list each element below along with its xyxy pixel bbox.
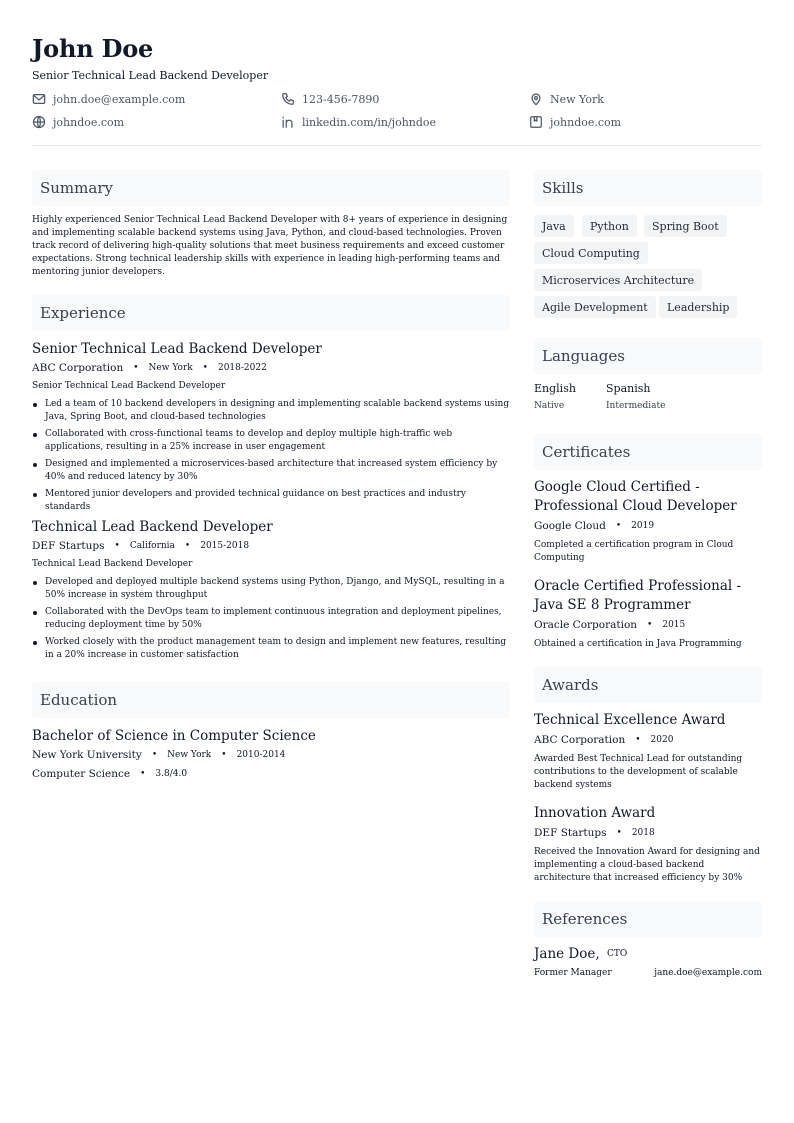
phone-text: 123-456-7890 <box>302 92 380 106</box>
education-school: New York University <box>32 749 142 761</box>
job-title: Senior Technical Lead Backend Developer <box>32 341 322 357</box>
certificate-year: 2019 <box>631 521 655 531</box>
summary-heading: Summary <box>32 170 510 206</box>
skill-chip: Java <box>534 215 574 237</box>
education-dates: 2010-2014 <box>236 750 286 760</box>
separator-dot: • <box>615 521 622 531</box>
job-meta <box>32 362 267 374</box>
header-divider <box>32 145 762 146</box>
award-meta <box>534 734 673 746</box>
award-issuer: ABC Corporation <box>534 734 626 746</box>
education-meta <box>32 749 285 761</box>
list-item: Collaborated with cross-functional teams to develop and deploy multiple high-traffic web applications, resulting in a 25% increase in user engagement <box>32 428 510 454</box>
award-title: Innovation Award <box>534 805 656 821</box>
contact-phone[interactable] <box>281 91 379 107</box>
skill-chip: Microservices Architecture <box>534 269 702 291</box>
email-text: john.doe@example.com <box>53 92 186 106</box>
education-gpa: 3.8/4.0 <box>155 769 188 779</box>
certificate-desc: Obtained a certification in Java Programming <box>534 639 742 649</box>
certificate-desc: Completed a certification program in Cloud Computing <box>534 540 734 563</box>
job-company: ABC Corporation <box>32 362 124 374</box>
list-item: Led a team of 10 backend developers in designing and implementing scalable backend systems using Java, Spring Boot, and cloud-based technologies <box>32 398 510 424</box>
linkedin-text: linkedin.com/in/johndoe <box>302 115 437 129</box>
separator-dot: • <box>635 735 641 745</box>
education-location: New York <box>167 750 212 760</box>
contact-linkedin[interactable] <box>281 114 436 130</box>
job-title: Technical Lead Backend Developer <box>32 519 273 535</box>
contact-row-2 <box>32 114 762 130</box>
award-desc: Received the Innovation Award for designing and implementing a cloud-based backend architecture that increased efficiency by 30% <box>534 847 760 883</box>
list-item: Collaborated with the DevOps team to implement continuous integration and deployment pipelines, reducing deployment time by 50% <box>32 606 510 632</box>
reference-email[interactable]: jane.doe@example.com <box>654 968 762 978</box>
job-bullets <box>32 398 510 518</box>
job-role: Technical Lead Backend Developer <box>32 559 193 569</box>
certificate-year: 2015 <box>662 620 686 630</box>
separator-dot: • <box>202 363 208 373</box>
contact-portfolio[interactable] <box>529 114 621 130</box>
reference-role: CTO <box>607 949 628 959</box>
job-dates: 2018-2022 <box>217 363 267 373</box>
contact-row-1 <box>32 91 762 107</box>
job-role: Senior Technical Lead Backend Developer <box>32 381 226 391</box>
certificate-meta <box>534 619 685 631</box>
languages-heading: Languages <box>534 338 762 374</box>
certificates-heading: Certificates <box>534 434 762 470</box>
separator-dot: • <box>184 541 191 551</box>
education-degree: Bachelor of Science in Computer Science <box>32 728 316 744</box>
list-item: Worked closely with the product management team to design and implement new features, resulting in a 20% increase in customer satisfaction <box>32 636 510 662</box>
separator-dot: • <box>647 620 653 630</box>
summary-text: Highly experienced Senior Technical Lead Backend Developer with 8+ years of experience in designing and implementing scalable backend systems using Java, Python, and cloud-based technologies. Proven track record of delivering high-quality solutions that meet business requirements and exceed customer expectations. Strong technical leadership skills with experience in leading high-performing teams and mentoring junior developers. <box>32 215 508 277</box>
list-item: Mentored junior developers and provided technical guidance on best practices and industry standards <box>32 488 510 514</box>
job-bullets <box>32 576 510 666</box>
education-field: Computer Science <box>32 768 131 780</box>
skill-chip: Python <box>582 215 637 237</box>
separator-dot: • <box>133 363 139 373</box>
portfolio-text: johndoe.com <box>550 115 622 129</box>
education-meta-2 <box>32 768 187 780</box>
map-pin-icon <box>529 92 543 106</box>
language-level: Intermediate <box>606 401 666 411</box>
contact-location <box>529 91 604 107</box>
skills-heading: Skills <box>534 170 762 206</box>
job-company: DEF Startups <box>32 540 105 552</box>
location-text: New York <box>550 92 604 106</box>
certificate-issuer: Google Cloud <box>534 520 606 532</box>
list-item: Designed and implemented a microservices-based architecture that increased system efficiency by 40% and reduced latency by 30% <box>32 458 510 484</box>
mail-icon <box>32 92 46 106</box>
award-year: 2020 <box>650 735 674 745</box>
certificate-issuer: Oracle Corporation <box>534 619 638 631</box>
contact-email[interactable] <box>32 91 185 107</box>
references-heading: References <box>534 901 762 937</box>
job-location: California <box>129 541 175 551</box>
certificate-title: Google Cloud Certified - Professional Cloud Developer <box>534 479 737 514</box>
award-desc: Awarded Best Technical Lead for outstanding contributions to the development of scalable backend systems <box>534 754 743 790</box>
job-meta <box>32 540 249 552</box>
separator-dot: • <box>140 769 146 779</box>
skill-chip: Cloud Computing <box>534 242 648 264</box>
separator-dot: • <box>221 750 227 760</box>
job-dates: 2015-2018 <box>200 541 250 551</box>
award-year: 2018 <box>631 828 655 838</box>
separator-dot: • <box>616 828 622 838</box>
certificate-meta <box>534 520 654 532</box>
website-text: johndoe.com <box>53 115 125 129</box>
separator-dot: • <box>151 750 158 760</box>
language-name: Spanish <box>606 382 651 395</box>
award-issuer: DEF Startups <box>534 827 607 839</box>
phone-icon <box>281 92 295 106</box>
reference-relation: Former Manager <box>534 968 612 978</box>
experience-heading: Experience <box>32 295 510 331</box>
reference-name: Jane Doe, <box>534 946 600 962</box>
contact-website[interactable] <box>32 114 124 130</box>
language-name: English <box>534 382 576 395</box>
award-meta <box>534 827 655 839</box>
bookmark-icon <box>529 115 543 129</box>
job-location: New York <box>148 363 193 373</box>
skill-chip: Spring Boot <box>644 215 727 237</box>
list-item: Developed and deployed multiple backend systems using Python, Django, and MySQL, resulting in a 50% increase in system throughput <box>32 576 510 602</box>
language-level: Native <box>534 401 565 411</box>
candidate-headline: Senior Technical Lead Backend Developer <box>32 69 269 82</box>
candidate-name: John Doe <box>32 34 154 63</box>
skill-chip: Agile Development <box>534 296 656 318</box>
education-heading: Education <box>32 682 510 718</box>
separator-dot: • <box>114 541 120 551</box>
awards-heading: Awards <box>534 667 762 703</box>
globe-icon <box>32 115 46 129</box>
skill-chip: Leadership <box>659 296 737 318</box>
certificate-title: Oracle Certified Professional - Java SE 8 Programmer <box>534 578 742 613</box>
linkedin-icon <box>281 115 295 129</box>
award-title: Technical Excellence Award <box>534 712 726 728</box>
